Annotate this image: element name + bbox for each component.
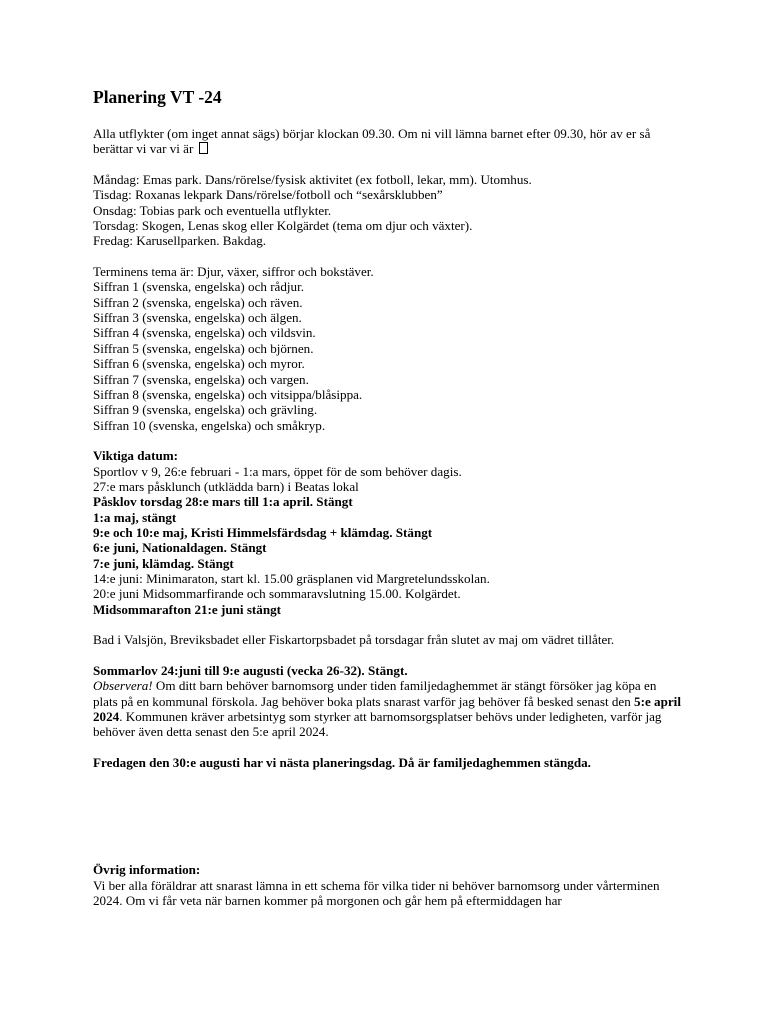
planning-day-notice: Fredagen den 30:e augusti har vi nästa planeringsdag. Då är familjedaghemmen stängda.: [93, 755, 591, 771]
weekday-schedule: [93, 172, 683, 249]
theme-item: Siffran 6 (svenska, engelska) och myror.: [93, 356, 305, 372]
important-dates-section: [93, 448, 683, 617]
smiley-placeholder-icon: [199, 142, 208, 154]
date-item: Midsommarafton 21:e juni stängt: [93, 601, 282, 617]
theme-heading: Terminens tema är: Djur, växer, siffror och bokstäver.: [93, 264, 374, 280]
date-item: 20:e juni Midsommarfirande och sommaravslutning 15.00. Kolgärdet.: [93, 586, 461, 602]
intro-text: Alla utflykter (om inget annat sägs) börjar klockan 09.30. Om ni vill lämna barnet efter 09.30, hör av er så berättar vi var vi är: [93, 126, 651, 157]
summer-section: [93, 663, 683, 740]
theme-section: [93, 264, 683, 433]
date-item: 14:e juni: Minimaraton, start kl. 15.00 gräsplanen vid Margretelundsskolan.: [93, 570, 490, 586]
weekday-line: Onsdag: Tobias park och eventuella utflykter.: [93, 202, 332, 218]
date-item: Påsklov torsdag 28:e mars till 1:a april. Stängt: [93, 494, 353, 510]
weekday-line: Tisdag: Roxanas lekpark Dans/rörelse/fotboll och “sexårsklubben”: [93, 187, 443, 203]
theme-item: Siffran 3 (svenska, engelska) och älgen.: [93, 310, 302, 326]
summer-paragraph: [93, 678, 683, 739]
date-item: 7:e juni, klämdag. Stängt: [93, 555, 234, 571]
summer-text-part1: Om ditt barn behöver barnomsorg under tiden familjedaghemmet är stängt försöker jag köpa en plats på en kommunal förskola. Jag behöver boka plats snarast varför jag behöver få besked senast den: [93, 678, 657, 709]
other-info-heading: Övrig information:: [93, 862, 201, 878]
intro-paragraph: [93, 126, 683, 157]
summer-deadline: 5:e april 2024: [93, 693, 681, 725]
weekday-line: Måndag: Emas park. Dans/rörelse/fysisk aktivitet (ex fotboll, lekar, mm). Utomhus.: [93, 172, 532, 188]
theme-item: Siffran 7 (svenska, engelska) och vargen.: [93, 371, 309, 387]
theme-item: Siffran 1 (svenska, engelska) och rådjur.: [93, 279, 305, 295]
bathing-info: Bad i Valsjön, Breviksbadet eller Fiskartorpsbadet på torsdagar från slutet av maj om vädret tillåter.: [93, 632, 615, 648]
date-item: 27:e mars påsklunch (utklädda barn) i Beatas lokal: [93, 478, 359, 494]
date-item: 9:e och 10:e maj, Kristi Himmelsfärdsdag + klämdag. Stängt: [93, 524, 433, 540]
weekday-line: Torsdag: Skogen, Lenas skog eller Kolgärdet (tema om djur och växter).: [93, 218, 473, 234]
other-info-section: [93, 862, 683, 908]
summer-heading: Sommarlov 24:juni till 9:e augusti (vecka 26-32). Stängt.: [93, 663, 408, 679]
other-info-text: Vi ber alla föräldrar att snarast lämna in ett schema för vilka tider ni behöver barnomsorg under vårterminen 2024. Om vi får veta när barnen kommer på morgonen och går hem på eftermiddagen har: [93, 877, 660, 909]
theme-item: Siffran 9 (svenska, engelska) och grävling.: [93, 402, 318, 418]
date-item: 1:a maj, stängt: [93, 509, 177, 525]
document-page: [93, 86, 683, 908]
theme-item: Siffran 10 (svenska, engelska) och småkryp.: [93, 417, 326, 433]
theme-item: Siffran 2 (svenska, engelska) och räven.: [93, 294, 303, 310]
theme-item: Siffran 5 (svenska, engelska) och björnen.: [93, 340, 314, 356]
weekday-line: Fredag: Karusellparken. Bakdag.: [93, 233, 267, 249]
theme-item: Siffran 4 (svenska, engelska) och vildsvin.: [93, 325, 316, 341]
page-title: Planering VT -24: [93, 87, 222, 107]
summer-text-part2: . Kommunen kräver arbetsintyg som styrker att barnomsorgsplatser behövs under ledigheten, varför jag behöver även detta senast den 5:e april 2024.: [93, 709, 662, 740]
important-dates-list: [93, 464, 683, 617]
date-item: Sportlov v 9, 26:e februari - 1:a mars, öppet för de som behöver dagis.: [93, 463, 462, 479]
observe-label: Observera!: [93, 678, 153, 694]
important-dates-heading: Viktiga datum:: [93, 448, 178, 464]
theme-item: Siffran 8 (svenska, engelska) och vitsippa/blåsippa.: [93, 386, 363, 402]
date-item: 6:e juni, Nationaldagen. Stängt: [93, 540, 267, 556]
